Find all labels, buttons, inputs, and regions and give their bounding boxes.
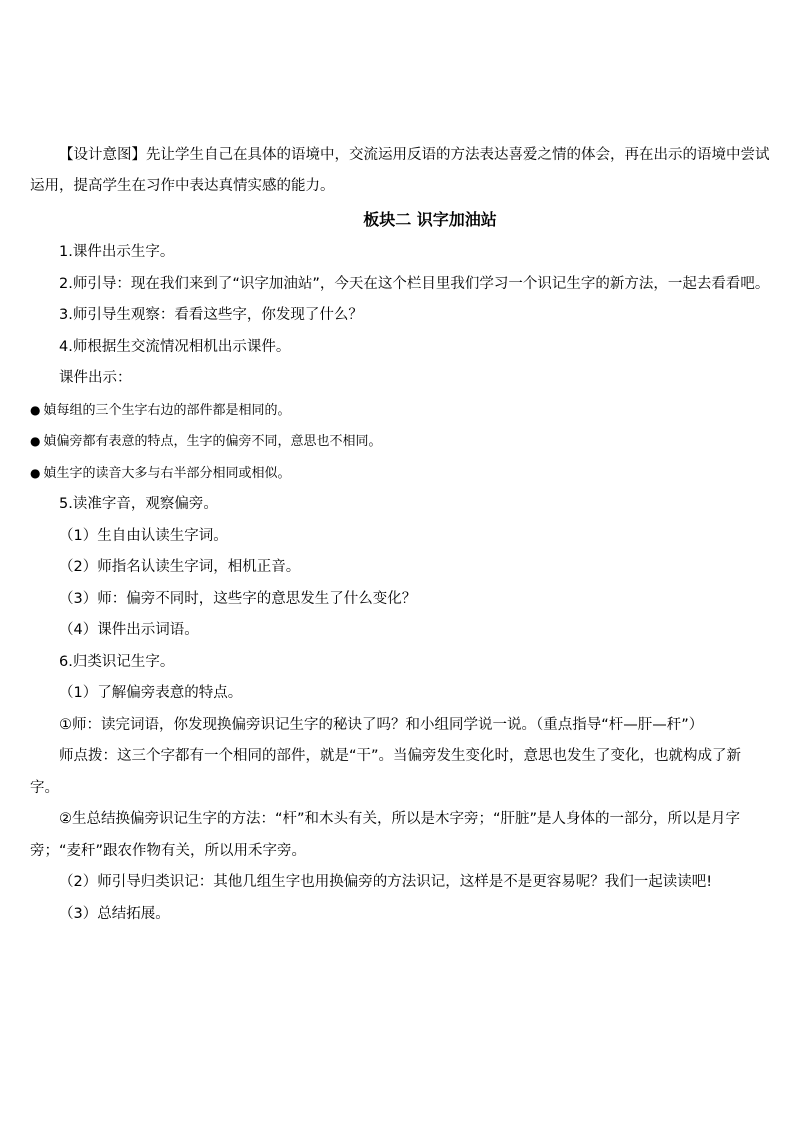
- step-5-3: （3）师：偏旁不同时，这些字的意思发生了什么变化？: [59, 590, 417, 607]
- bullet-text: 偏旁都有表意的特点，生字的偏旁不同，意思也不相同。: [56, 434, 382, 449]
- courseware-bullet-3: [30, 458, 770, 490]
- step-6-1-c: ②生总结换偏旁识记生字的方法：“杆”和木头有关，所以是木字旁；“肝脏”是人身体的一部分，所以是月字旁；“麦秆”跟农作物有关，所以用禾字旁。: [30, 811, 741, 859]
- step-2: 2.师引导：现在我们来到了“识字加油站”，今天在这个栏目里我们学习一个识记生字的新方法，一起去看看吧。: [59, 275, 770, 292]
- step-6-2: （2）师引导归类识记：其他几组生字也用换偏旁的方法识记，这样是不是更容易呢？我们一起读读吧!: [59, 874, 713, 890]
- step-5-2: （2）师指名认读生字词，相机正音。: [59, 559, 301, 575]
- step-3: 3.师引导生观察：看看这些字，你发现了什么？: [59, 307, 363, 323]
- bullet-dot-icon: ●: [30, 465, 41, 480]
- document-body: [30, 140, 770, 930]
- step-6-3: （3）总结拓展。: [59, 905, 170, 922]
- step-5-1: （1）生自由认读生字词。: [59, 527, 228, 544]
- courseware-bullet-1: [30, 395, 770, 427]
- bullet-dot-icon: ●: [30, 402, 41, 417]
- design-intent-paragraph: [30, 140, 770, 202]
- step-4: 4.师根据生交流情况相机出示课件。: [59, 338, 291, 355]
- step-6-1-b: 师点拨：这三个字都有一个相同的部件，就是“干”。当偏旁发生变化时，意思也发生了变化，也就构成了新字。: [30, 748, 742, 796]
- bullet-prefix: 媜: [43, 402, 57, 418]
- section-title: 板块二 识字加油站: [363, 210, 497, 229]
- bullet-text: 每组的三个生字右边的部件都是相同的。: [56, 402, 291, 418]
- step-6-1: （1）了解偏旁表意的特点。: [59, 685, 243, 701]
- bullet-text: 生字的读音大多与右半部分相同或相似。: [56, 465, 291, 481]
- step-6-1-a: ①师：读完词语，你发现换偏旁识记生字的秘诀了吗？和小组同学说一说。（重点指导“杆—肝—秆”）: [59, 716, 704, 733]
- bullet-prefix: 媜: [43, 434, 57, 449]
- step-5-4: （4）课件出示词语。: [59, 622, 199, 638]
- courseware-bullet-2: [30, 426, 770, 458]
- courseware-label: 课件出示：: [59, 370, 132, 386]
- bullet-dot-icon: ●: [30, 434, 41, 448]
- bullet-prefix: 媜: [43, 465, 57, 481]
- step-1: 1.课件出示生字。: [59, 244, 175, 260]
- step-5: 5.读准字音，观察偏旁。: [59, 496, 218, 512]
- step-6: 6.归类识记生字。: [59, 653, 175, 670]
- design-intent-tag: 【设计意图】: [59, 147, 146, 163]
- design-intent-text: 先让学生自己在具体的语境中，交流运用反语的方法表达喜爱之情的体会，再在出示的语境中尝试运用，提高学生在习作中表达真情实感的能力。: [30, 147, 770, 194]
